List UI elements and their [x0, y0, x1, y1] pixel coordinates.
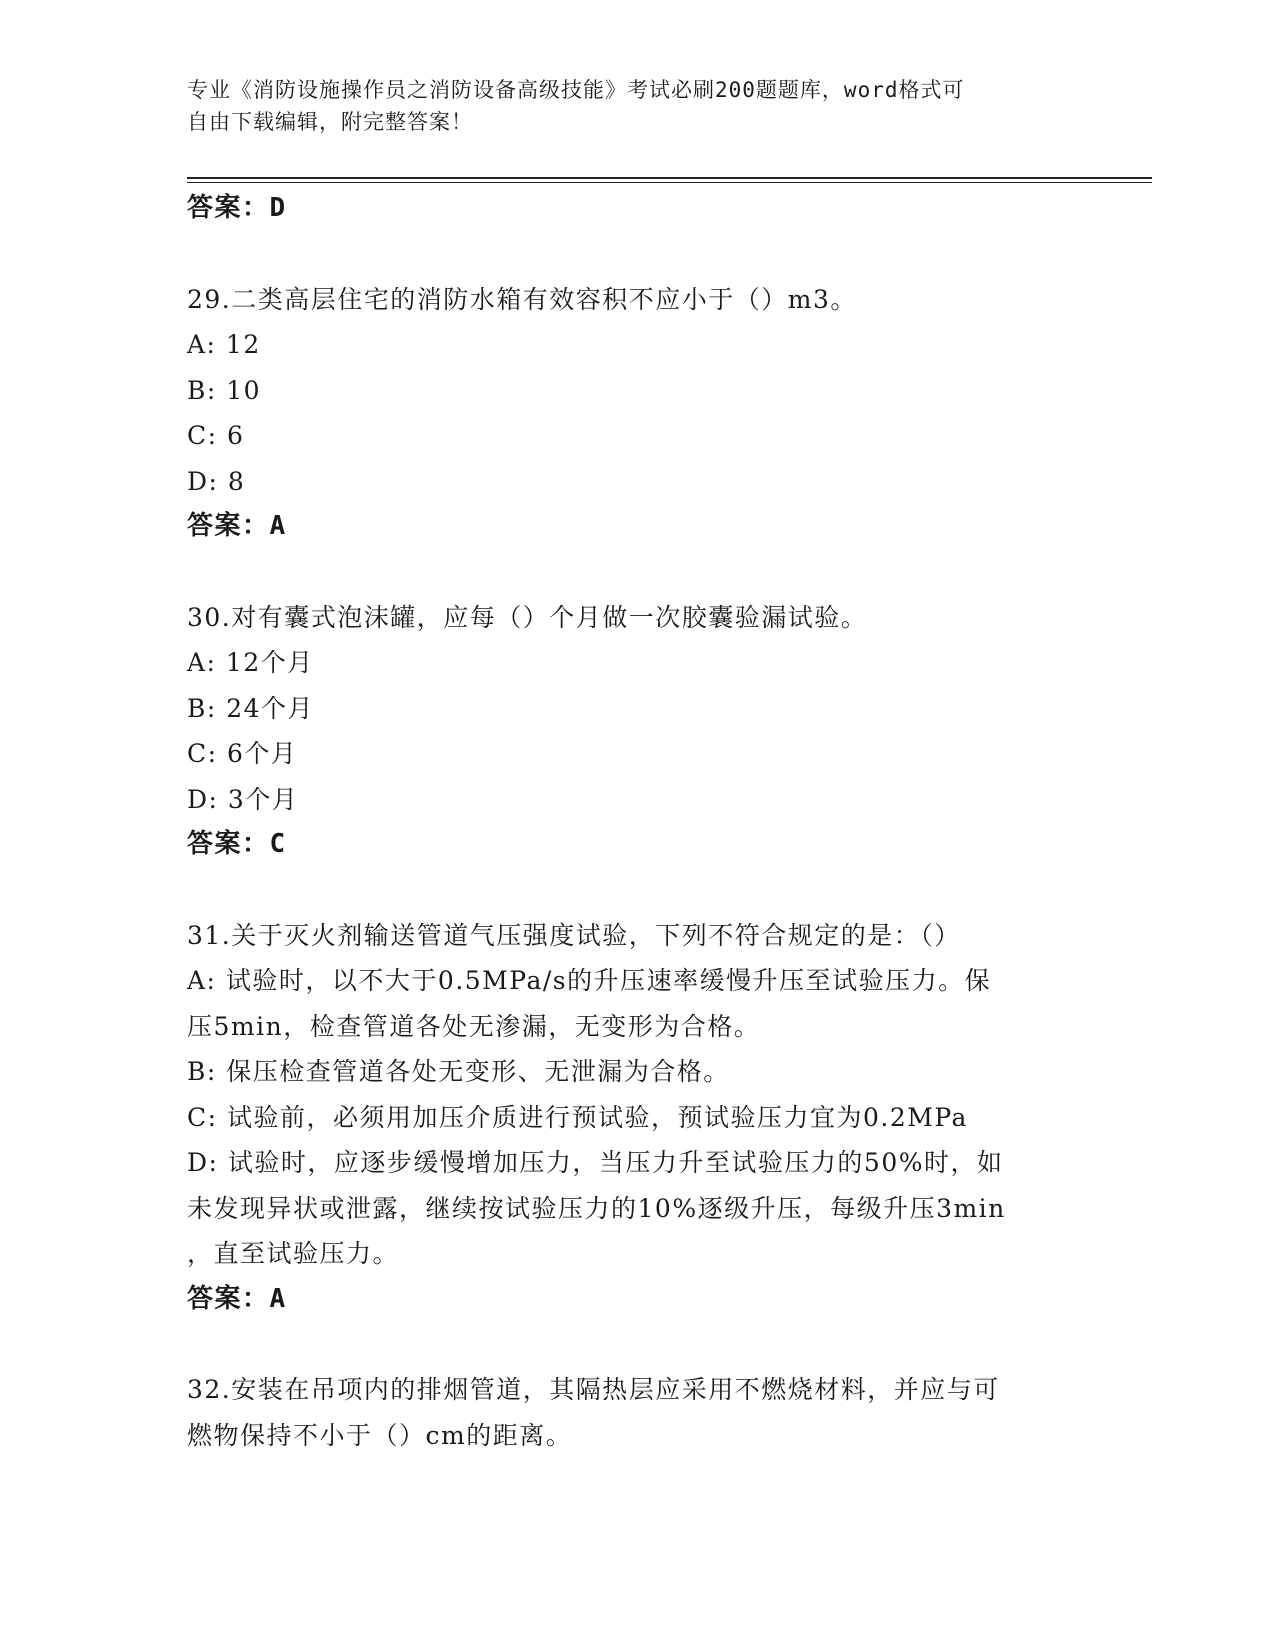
- option-d-continued: ，直至试验压力。: [187, 1239, 400, 1268]
- question-31: [187, 913, 1067, 1323]
- question-stem: 31.关于灭火剂输送管道气压强度试验，下列不符合规定的是：（）: [187, 920, 961, 950]
- header-divider-thick: [187, 177, 1152, 179]
- option-a: A: 12个月: [187, 648, 314, 677]
- option-d-continued: 未发现异状或泄露，继续按试验压力的10%逐级升压，每级升压3min: [187, 1193, 1006, 1223]
- option-b: B: 24个月: [187, 693, 315, 723]
- answer-line: 答案：A: [187, 1283, 287, 1314]
- option-a: A: 试验时，以不大于0.5MPa/s的升压速率缓慢升压至试验压力。保: [187, 966, 992, 995]
- answer-line: 答案：A: [187, 511, 287, 541]
- option-a-continued: 压5min，检查管道各处无渗漏，无变形为合格。: [187, 1011, 761, 1041]
- question-32: [187, 1367, 1067, 1458]
- header-divider-thin: [187, 182, 1152, 183]
- question-stem: 30.对有囊式泡沫罐，应每（）个月做一次胶囊验漏试验。: [187, 602, 868, 632]
- option-a: A: 12: [187, 330, 261, 359]
- option-d: D: 试验时，应逐步缓慢增加压力，当压力升至试验压力的50%时，如: [187, 1148, 1004, 1177]
- document-body: [187, 186, 1067, 1458]
- option-b: B: 保压检查管道各处无变形、无泄漏为合格。: [187, 1057, 730, 1086]
- option-c: C: 6个月: [187, 739, 298, 768]
- option-d: D: 3个月: [187, 784, 299, 814]
- previous-answer: 答案：D: [187, 193, 287, 223]
- option-b: B: 10: [187, 375, 262, 405]
- option-c: C: 6: [187, 421, 245, 450]
- question-30: [187, 595, 1067, 868]
- question-29: [187, 277, 1067, 550]
- header-line-2: 自由下载编辑，附完整答案！: [187, 110, 473, 134]
- answer-line: 答案：C: [187, 829, 287, 859]
- option-c: C: 试验前，必须用加压介质进行预试验，预试验压力宜为0.2MPa: [187, 1102, 968, 1132]
- question-stem: 29.二类高层住宅的消防水箱有效容积不应小于（）m3。: [187, 284, 857, 314]
- question-stem: 32.安装在吊项内的排烟管道，其隔热层应采用不燃烧材料，并应与可: [187, 1375, 1000, 1404]
- question-stem-continued: 燃物保持不小于（）cm的距离。: [187, 1420, 573, 1450]
- option-d: D: 8: [187, 466, 246, 496]
- header-line-1: 专业《消防设施操作员之消防设备高级技能》考试必刷200题题库，word格式可: [187, 78, 965, 102]
- document-header: [187, 74, 1067, 138]
